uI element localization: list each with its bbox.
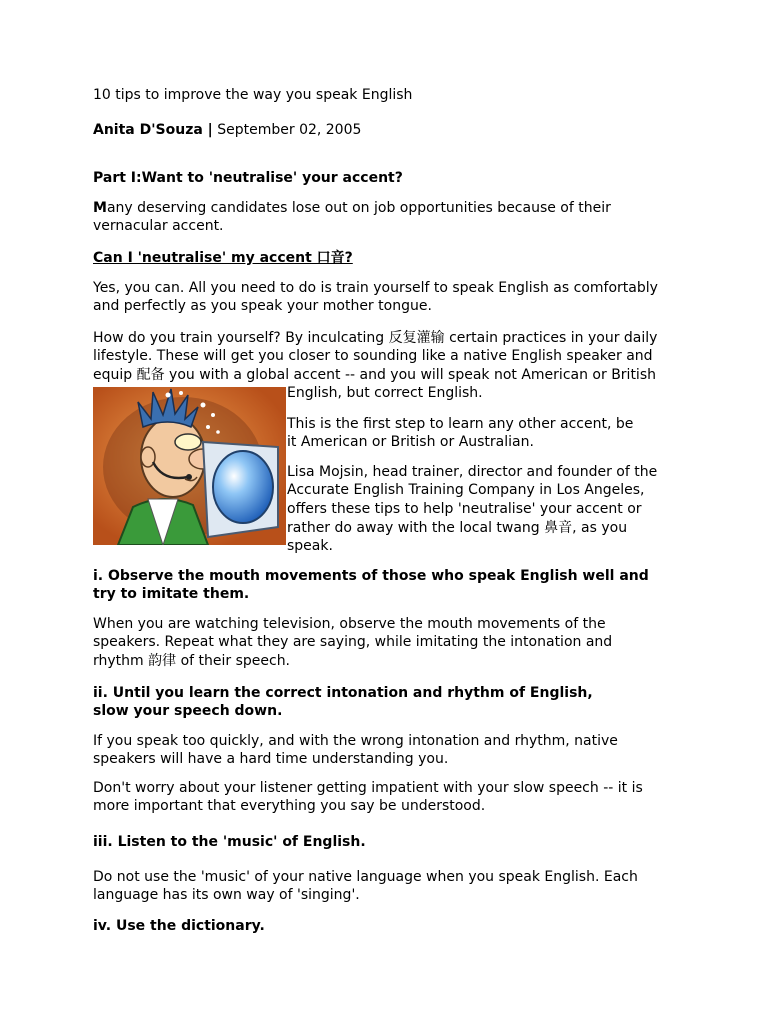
train-line-4: English, but correct English. xyxy=(287,385,483,401)
tip3-line-1: Do not use the 'music' of your native language when you speak English. Each xyxy=(93,869,638,885)
first-step-line-2: it American or British or Australian. xyxy=(287,434,534,450)
intro-line-2: vernacular accent. xyxy=(93,218,224,234)
question-heading: Can I 'neutralise' my accent 口音? xyxy=(93,250,353,266)
intro-line-1-text: any deserving candidates lose out on job opportunities because of their xyxy=(106,200,611,216)
tip1-line-3: rhythm 韵律 of their speech. xyxy=(93,653,291,669)
tip4-heading: iv. Use the dictionary. xyxy=(93,918,265,934)
tip2-line-2: speakers will have a hard time understanding you. xyxy=(93,751,449,767)
tip1-line-1: When you are watching television, observe the mouth movements of the xyxy=(93,616,606,632)
train-line-1: How do you train yourself? By inculcating 反复灌输 certain practices in your daily xyxy=(93,330,658,346)
intro-line-1 xyxy=(93,199,611,218)
lisa-line-3: offers these tips to help 'neutralise' your accent or xyxy=(287,501,642,517)
tip2-heading-line-1: ii. Until you learn the correct intonation and rhythm of English, xyxy=(93,685,593,701)
publish-date: September 02, 2005 xyxy=(212,122,362,138)
document-title: 10 tips to improve the way you speak English xyxy=(93,87,413,103)
author-name: Anita D'Souza | xyxy=(93,122,213,138)
tip2-line-4: more important that everything you say be understood. xyxy=(93,798,486,814)
lisa-line-5: speak. xyxy=(287,538,333,554)
answer-line-1: Yes, you can. All you need to do is train yourself to speak English as comfortably xyxy=(93,280,658,296)
first-step-line-1: This is the first step to learn any other accent, be xyxy=(287,416,634,432)
drop-letter: M xyxy=(93,200,107,216)
lisa-line-4: rather do away with the local twang 鼻音, as you xyxy=(287,520,628,536)
lisa-line-2: Accurate English Training Company in Los Angeles, xyxy=(287,482,645,498)
byline xyxy=(93,121,361,140)
tip3-line-2: language has its own way of 'singing'. xyxy=(93,887,360,903)
part-heading: Part I:Want to 'neutralise' your accent? xyxy=(93,170,403,186)
tip3-heading: iii. Listen to the 'music' of English. xyxy=(93,834,366,850)
tip1-heading-line-2: try to imitate them. xyxy=(93,586,250,602)
cartoon-person-at-computer-icon xyxy=(93,387,286,545)
tip1-line-2: speakers. Repeat what they are saying, while imitating the intonation and xyxy=(93,634,613,650)
tip2-heading-line-2: slow your speech down. xyxy=(93,703,283,719)
tip1-heading-line-1: i. Observe the mouth movements of those who speak English well and xyxy=(93,568,649,584)
lisa-line-1: Lisa Mojsin, head trainer, director and founder of the xyxy=(287,464,658,480)
tip2-line-3: Don't worry about your listener getting impatient with your slow speech -- it is xyxy=(93,780,643,796)
answer-line-2: and perfectly as you speak your mother tongue. xyxy=(93,298,432,314)
tip2-line-1: If you speak too quickly, and with the wrong intonation and rhythm, native xyxy=(93,733,618,749)
train-line-3: equip 配备 you with a global accent -- and you will speak not American or British xyxy=(93,367,656,383)
train-line-2: lifestyle. These will get you closer to sounding like a native English speaker and xyxy=(93,348,653,364)
